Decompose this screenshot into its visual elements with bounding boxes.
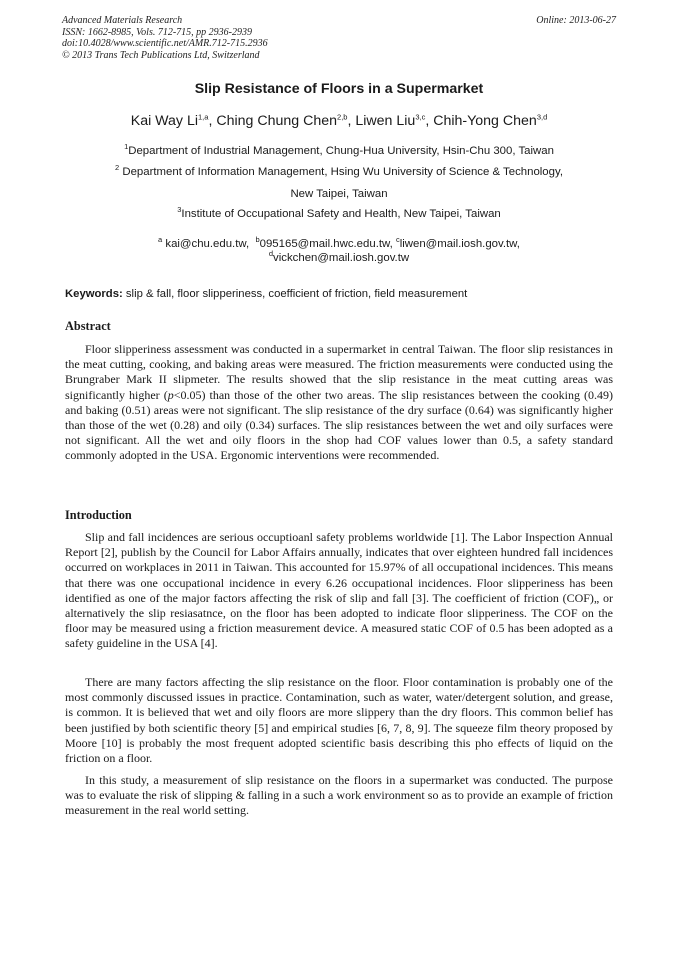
affiliation-sup: 3 xyxy=(177,205,182,215)
doi-line: doi:10.4028/www.scientific.net/AMR.712-715.2936 xyxy=(62,38,268,50)
abstract-heading: Abstract xyxy=(65,319,111,333)
author-sup: 1,a xyxy=(198,112,209,122)
affiliation-1 xyxy=(0,142,678,157)
email-b[interactable]: 095165@mail.hwc.edu.tw, xyxy=(259,238,393,250)
copyright-line: © 2013 Trans Tech Publications Ltd, Switzerland xyxy=(62,49,260,61)
intro-paragraph-3: In this study, a measurement of slip resistance on the floors in a supermarket was conducted. The purpose was to evaluate the risk of slipping & falling in a such a work environment so as to provide an example of friction measurement in the real world setting. xyxy=(65,773,613,818)
issn-line: ISSN: 1662-8985, Vols. 712-715, pp 2936-2939 xyxy=(62,26,252,38)
email-a[interactable]: kai@chu.edu.tw, xyxy=(165,238,250,250)
author-name: Ching Chung Chen xyxy=(216,113,338,129)
affiliation-2-cont xyxy=(0,188,678,200)
paper-title: Slip Resistance of Floors in a Supermarket xyxy=(194,81,484,97)
author-separator: , xyxy=(208,113,217,129)
affiliation-text: Institute of Occupational Safety and Health, New Taipei, Taiwan xyxy=(181,208,501,220)
intro-paragraph-2: There are many factors affecting the slip resistance on the floor. Floor contamination is probably one of the most commonly discussed issues in practice. Contamination, such as water, water/detergent solution, and grease, is common. It is believed that wet and oily floors are more slippery than the dry floors. This common belief has been justified by both scientific theory [5] and empirical studies [6, 7, 8, 9]. The squeeze film theory proposed by Moore [10] is probably the most frequent adopted scientific basis describing this pho effects of liquid on the friction on a floor. xyxy=(65,675,613,766)
author-separator: , xyxy=(425,113,434,129)
author-sup: 3,d xyxy=(536,112,548,122)
p-value-symbol: p xyxy=(167,387,174,402)
email-sup: d xyxy=(268,249,274,259)
email-sup: b xyxy=(255,235,260,245)
author-name: Kai Way Li xyxy=(130,113,199,129)
keywords xyxy=(65,288,467,300)
author-separator: , xyxy=(347,113,356,129)
email-line-1 xyxy=(0,237,678,251)
author-sup: 2,b xyxy=(337,112,348,122)
abstract-paragraph xyxy=(65,342,613,464)
online-date: Online: 2013-06-27 xyxy=(536,15,616,26)
email-block xyxy=(0,237,678,265)
email-d[interactable]: vickchen@mail.iosh.gov.tw xyxy=(273,252,410,264)
journal-header xyxy=(62,15,616,61)
author-list xyxy=(0,113,678,129)
affiliation-2 xyxy=(0,163,678,178)
author-name: Liwen Liu xyxy=(355,113,416,129)
email-sup: a xyxy=(158,235,163,245)
affiliation-3 xyxy=(0,205,678,220)
email-c[interactable]: liwen@mail.iosh.gov.tw, xyxy=(399,238,520,250)
affiliation-sup: 2 xyxy=(115,163,120,173)
journal-name: Advanced Materials Research xyxy=(62,15,183,26)
abstract-text: <0.05) than those of the other two areas. The slip resistances between the cooking (0.49) and baking (0.51) areas were not significant. The slip resistance of the dry surface (0.64) was significantly higher than those of the wet (0.28) and oily (0.34) surfaces. The slip resistances between the wet and oily surfaces were not significant. All the wet and oily floors in the shop had COF values lower than 0.5, a safety standard commonly adopted in the USA. Ergonomic interventions were recommended. xyxy=(65,387,613,463)
affiliation-sup: 1 xyxy=(124,142,129,152)
keywords-label: Keywords: xyxy=(65,288,123,300)
keywords-text: slip & fall, floor slipperiness, coefficient of friction, field measurement xyxy=(125,288,468,300)
email-sup: c xyxy=(395,235,400,245)
author-sup: 3,c xyxy=(415,112,426,122)
abstract-text: Floor slipperiness assessment was conducted in a supermarket in central Taiwan. The floor slip resistances in the meat cutting, cooking, and baking areas were measured. The friction measurements were conducted using the Brungraber Mark II slipmeter. The results showed that the slip resistance in the meat cutting areas was significantly higher ( xyxy=(65,342,613,402)
affiliation-text: Department of Industrial Management, Chung-Hua University, Hsin-Chu 300, Taiwan xyxy=(128,145,554,157)
email-line-2 xyxy=(0,251,678,265)
author-name: Chih-Yong Chen xyxy=(433,113,537,129)
affiliation-text: Department of Information Management, Hsing Wu University of Science & Technology, xyxy=(122,166,563,178)
intro-paragraph-1: Slip and fall incidences are serious occuptioanl safety problems worldwide [1]. The Labor Inspection Annual Report [2], publish by the Council for Labor Affairs annually, indicates that over eighteen hundred fall incidences occurred on workplaces in 2011 in Taiwan. This accounted for 15.97% of all occupational incidences. This means that there was one occupational incidence in every 6.26 occupational incidences. Floor slipperiness has been identified as one of the major factors affecting the risk of slip and fall [3]. The coefficient of friction (COF)„ or alternatively the slip resiasatnce, on the floor has been adopted to indicate floor slipperiness. The COF on the floor may be measured using a friction measurement device. A measured static COF of 0.5 has been adopted as a safety guideline in the USA [4]. xyxy=(65,530,613,651)
affiliation-text: New Taipei, Taiwan xyxy=(290,188,388,200)
introduction-heading: Introduction xyxy=(65,508,132,522)
